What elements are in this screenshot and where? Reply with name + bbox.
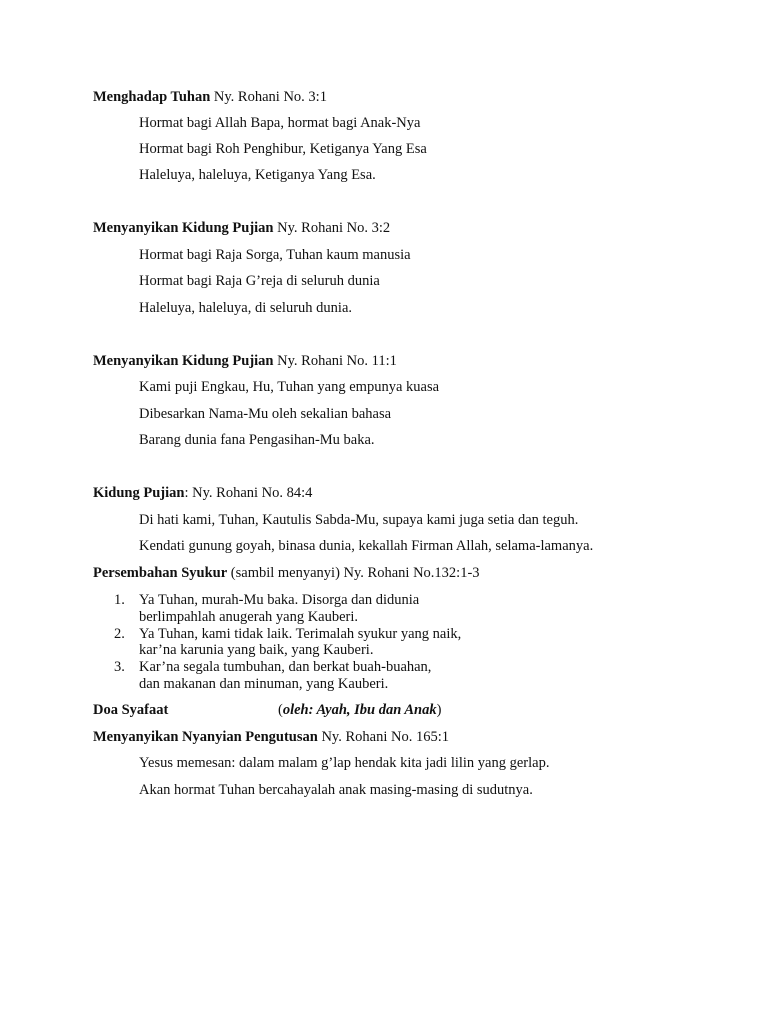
verse-line: Hormat bagi Allah Bapa, hormat bagi Anak-Nya — [139, 115, 421, 131]
list-item-line: Ya Tuhan, kami tidak laik. Terimalah syukur yang naik, — [139, 626, 462, 642]
section-heading — [93, 728, 449, 746]
list-item-line: dan makanan dan minuman, yang Kauberi. — [139, 676, 389, 692]
section-title: Doa Syafaat — [93, 702, 169, 718]
list-number: 2. — [114, 626, 125, 642]
list-item-line: Ya Tuhan, murah-Mu baka. Disorga dan didunia — [139, 592, 420, 608]
paren-open: ( — [278, 702, 283, 718]
verse-line: Haleluya, haleluya, Ketiganya Yang Esa. — [139, 167, 376, 183]
list-item-line: Kar’na segala tumbuhan, dan berkat buah-buahan, — [139, 659, 432, 675]
verse-line: Hormat bagi Raja Sorga, Tuhan kaum manusia — [139, 247, 411, 263]
hymn-reference: Ny. Rohani No. 165:1 — [317, 729, 449, 745]
section-title: Persembahan Syukur — [93, 565, 228, 581]
verse-line: Kami puji Engkau, Hu, Tuhan yang empunya kuasa — [139, 379, 440, 395]
list-item-line: berlimpahlah anugerah yang Kauberi. — [139, 609, 359, 625]
section-heading — [93, 701, 168, 719]
verse-line: Haleluya, haleluya, di seluruh dunia. — [139, 300, 353, 316]
hymn-reference: Ny. Rohani No. 11:1 — [273, 353, 397, 369]
verse-line: Di hati kami, Tuhan, Kautulis Sabda-Mu, supaya kami juga setia dan teguh. — [139, 512, 579, 528]
verse-line: Akan hormat Tuhan bercahayalah anak masing-masing di sudutnya. — [139, 782, 533, 798]
section-heading — [93, 484, 312, 502]
verse-line: Yesus memesan: dalam malam g’lap hendak kita jadi lilin yang gerlap. — [139, 755, 550, 771]
verse-line: Dibesarkan Nama-Mu oleh sekalian bahasa — [139, 406, 392, 422]
hymn-reference: Ny. Rohani No. 3:2 — [273, 220, 391, 236]
verse-line: Hormat bagi Roh Penghibur, Ketiganya Yang Esa — [139, 141, 427, 157]
verse-line: Kendati gunung goyah, binasa dunia, kekallah Firman Allah, selama-lamanya. — [139, 538, 594, 554]
section-title: Menyanyikan Nyanyian Pengutusan — [93, 729, 318, 745]
list-number: 3. — [114, 659, 125, 675]
section-title: Menyanyikan Kidung Pujian — [93, 220, 274, 236]
section-title: Menyanyikan Kidung Pujian — [93, 353, 274, 369]
list-number: 1. — [114, 592, 125, 608]
verse-line: Hormat bagi Raja G’reja di seluruh dunia — [139, 273, 380, 289]
section-title: Menghadap Tuhan — [93, 89, 211, 105]
verse-line: Barang dunia fana Pengasihan-Mu baka. — [139, 432, 375, 448]
list-item-line: kar’na karunia yang baik, yang Kauberi. — [139, 642, 374, 658]
paren-close: ) — [436, 702, 442, 718]
section-heading — [93, 88, 327, 106]
hymn-reference: (sambil menyanyi) Ny. Rohani No.132:1-3 — [227, 565, 480, 581]
hymn-reference: : Ny. Rohani No. 84:4 — [184, 485, 313, 501]
participants-note: oleh: Ayah, Ibu dan Anak — [282, 702, 437, 718]
section-heading — [93, 564, 480, 582]
section-title: Kidung Pujian — [93, 485, 185, 501]
section-heading — [93, 352, 397, 370]
intercession-note — [278, 701, 441, 719]
section-heading — [93, 219, 390, 237]
hymn-reference: Ny. Rohani No. 3:1 — [210, 89, 327, 105]
